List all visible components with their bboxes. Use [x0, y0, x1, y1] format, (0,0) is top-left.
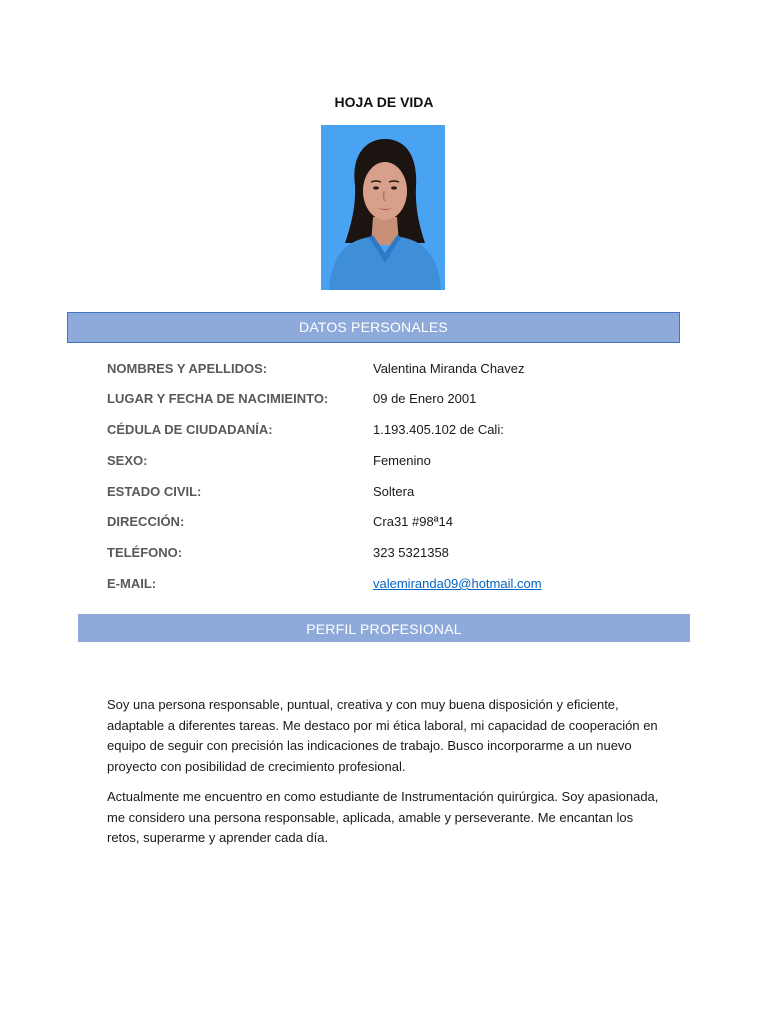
info-value: Valentina Miranda Chavez: [373, 361, 525, 376]
info-row-id: [0, 422, 768, 442]
profile-paragraph: Actualmente me encuentro en como estudiante de Instrumentación quirúrgica. Soy apasionada, me considero una persona responsable, aplicada, amable y perseverante. Me encantan los retos, superarme y aprender cada día.: [107, 789, 659, 845]
info-value: Cra31 #98ª14: [373, 514, 453, 529]
info-label: E-MAIL:: [107, 576, 157, 591]
info-value-email: [373, 576, 542, 591]
info-label: DIRECCIÓN:: [107, 514, 185, 529]
info-row-full-name: [0, 361, 768, 381]
info-label: ESTADO CIVIL:: [107, 484, 202, 499]
email-link[interactable]: valemiranda09@hotmail.com: [373, 576, 542, 591]
info-label: SEXO:: [107, 453, 148, 468]
document-title: HOJA DE VIDA: [334, 94, 434, 110]
info-label: LUGAR Y FECHA DE NACIMIEINTO:: [107, 391, 329, 406]
info-value: 1.193.405.102 de Cali:: [373, 422, 504, 437]
info-row-address: [0, 514, 768, 534]
portrait-image: [321, 125, 445, 290]
info-label: NOMBRES Y APELLIDOS:: [107, 361, 268, 376]
section-header-professional-profile: PERFIL PROFESIONAL: [78, 614, 690, 642]
profile-paragraph: Soy una persona responsable, puntual, creativa y con muy buena disposición y eficiente, adaptable a diferentes tareas. Me destaco por mi ética laboral, mi capacidad de cooperación en equipo de seguir con precisión las indicaciones de trabajo. Busco incorporarme a un nuevo proyecto con posibilidad de crecimiento profesional.: [107, 697, 658, 774]
info-row-email: [0, 576, 768, 596]
info-row-birth: [0, 391, 768, 411]
info-value: 323 5321358: [373, 545, 449, 560]
info-value: Femenino: [373, 453, 431, 468]
info-label: CÉDULA DE CIUDADANÍA:: [107, 422, 273, 437]
info-row-phone: [0, 545, 768, 565]
info-label: TELÉFONO:: [107, 545, 183, 560]
info-row-civil-status: [0, 484, 768, 504]
profile-photo: [321, 125, 445, 290]
info-value: Soltera: [373, 484, 415, 499]
section-header-personal-data: DATOS PERSONALES: [67, 312, 680, 343]
profile-text: [107, 695, 667, 859]
info-value: 09 de Enero 2001: [373, 391, 477, 406]
info-row-sex: [0, 453, 768, 473]
